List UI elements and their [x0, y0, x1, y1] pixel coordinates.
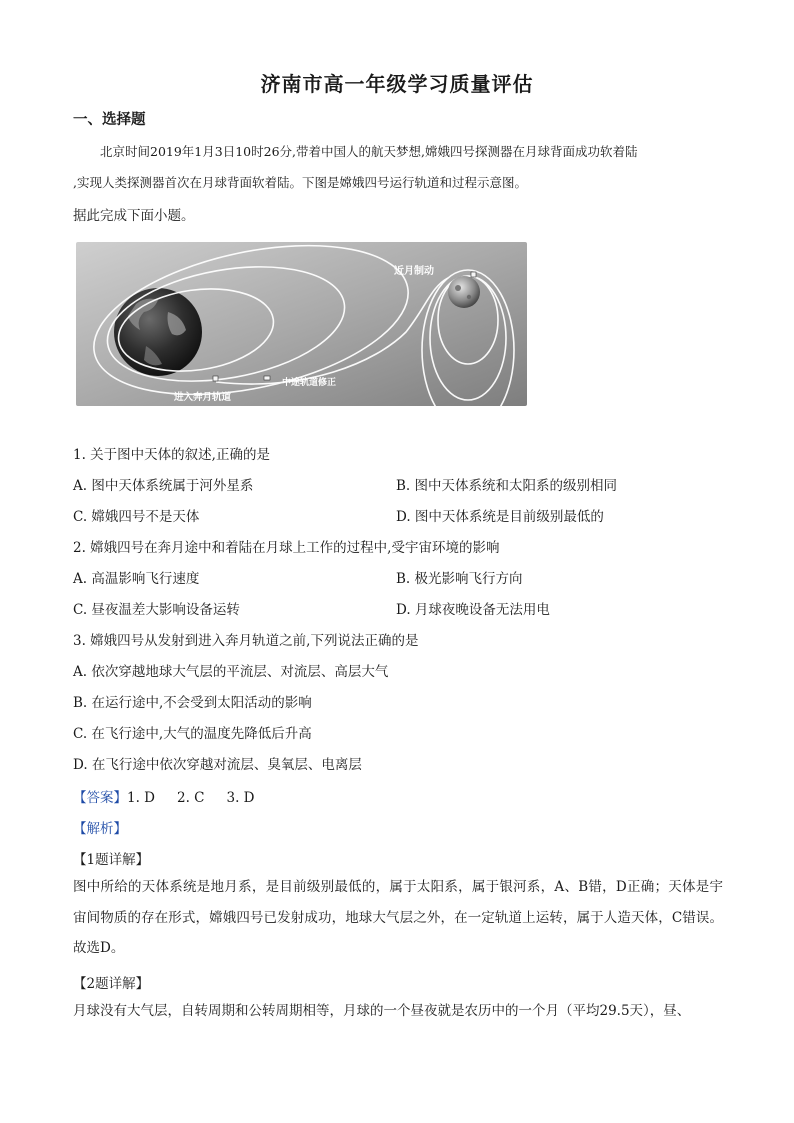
q1-option-a: A. 图中天体系统属于河外星系 — [73, 478, 254, 494]
intro-line-2: ,实现人类探测器首次在月球背面软着陆。下图是嫦娥四号运行轨道和过程示意图。 — [73, 175, 527, 190]
answer-line — [73, 786, 255, 806]
question-1-stem: 1. 关于图中天体的叙述,正确的是 — [73, 447, 270, 463]
orbit-diagram — [76, 242, 527, 406]
q2-option-a: A. 高温影响飞行速度 — [73, 571, 200, 587]
label-near-moon-braking: 近月制动 — [394, 266, 434, 277]
q1-option-c: C. 嫦娥四号不是天体 — [73, 509, 200, 525]
q3-option-b: B. 在运行途中,不会受到太阳活动的影响 — [73, 695, 312, 711]
q3-option-d: D. 在飞行途中依次穿越对流层、臭氧层、电离层 — [73, 757, 362, 773]
detail-2-label: 【2题详解】 — [73, 976, 150, 992]
q2-option-b: B. 极光影响飞行方向 — [396, 571, 523, 587]
answer-3: 3. D — [226, 790, 255, 806]
label-midcourse-correction: 中途轨道修正 — [282, 378, 337, 388]
section-heading: 一、选择题 — [73, 112, 146, 128]
question-2-stem: 2. 嫦娥四号在奔月途中和着陆在月球上工作的过程中,受宇宙环境的影响 — [73, 540, 500, 556]
q3-option-c: C. 在飞行途中,大气的温度先降低后升高 — [73, 726, 312, 742]
earth-icon — [114, 288, 202, 376]
q2-option-c: C. 昼夜温差大影响设备运转 — [73, 602, 240, 618]
detail-2-text: 月球没有大气层，自转周期和公转周期相等，月球的一个昼夜就是农历中的一个月（平均29.5天），昼、 — [73, 1003, 691, 1019]
q1-option-b: B. 图中天体系统和太阳系的级别相同 — [396, 478, 618, 494]
detail-1-text: 图中所给的天体系统是地月系，是目前级别最低的，属于太阳系，属于银河系，A、B错，D正确；天体是宇宙间物质的存在形式，嫦娥四号已发射成功，地球大气层之外，在一定轨道上运转，属于人造天体，C错误。故选D。 — [73, 879, 723, 956]
answer-2: 2. C — [177, 790, 205, 806]
moon-icon — [448, 276, 480, 308]
q1-option-d: D. 图中天体系统是目前级别最低的 — [396, 509, 604, 525]
answer-label: 【答案】 — [73, 790, 127, 806]
page-title: 济南市高一年级学习质量评估 — [260, 72, 534, 96]
answer-1: 1. D — [127, 790, 155, 806]
intro-line-1: 北京时间2019年1月3日10时26分,带着中国人的航天梦想,嫦娥四号探测器在月球背面成功软着陆 — [100, 144, 638, 159]
label-enter-transfer-orbit: 进入奔月轨道 — [174, 392, 232, 403]
intro-line-3: 据此完成下面小题。 — [73, 208, 195, 224]
analysis-label: 【解析】 — [73, 821, 127, 837]
question-3-stem: 3. 嫦娥四号从发射到进入奔月轨道之前,下列说法正确的是 — [73, 633, 419, 649]
detail-1-label: 【1题详解】 — [73, 852, 150, 868]
q2-option-d: D. 月球夜晚设备无法用电 — [396, 602, 550, 618]
q3-option-a: A. 依次穿越地球大气层的平流层、对流层、高层大气 — [73, 664, 389, 680]
